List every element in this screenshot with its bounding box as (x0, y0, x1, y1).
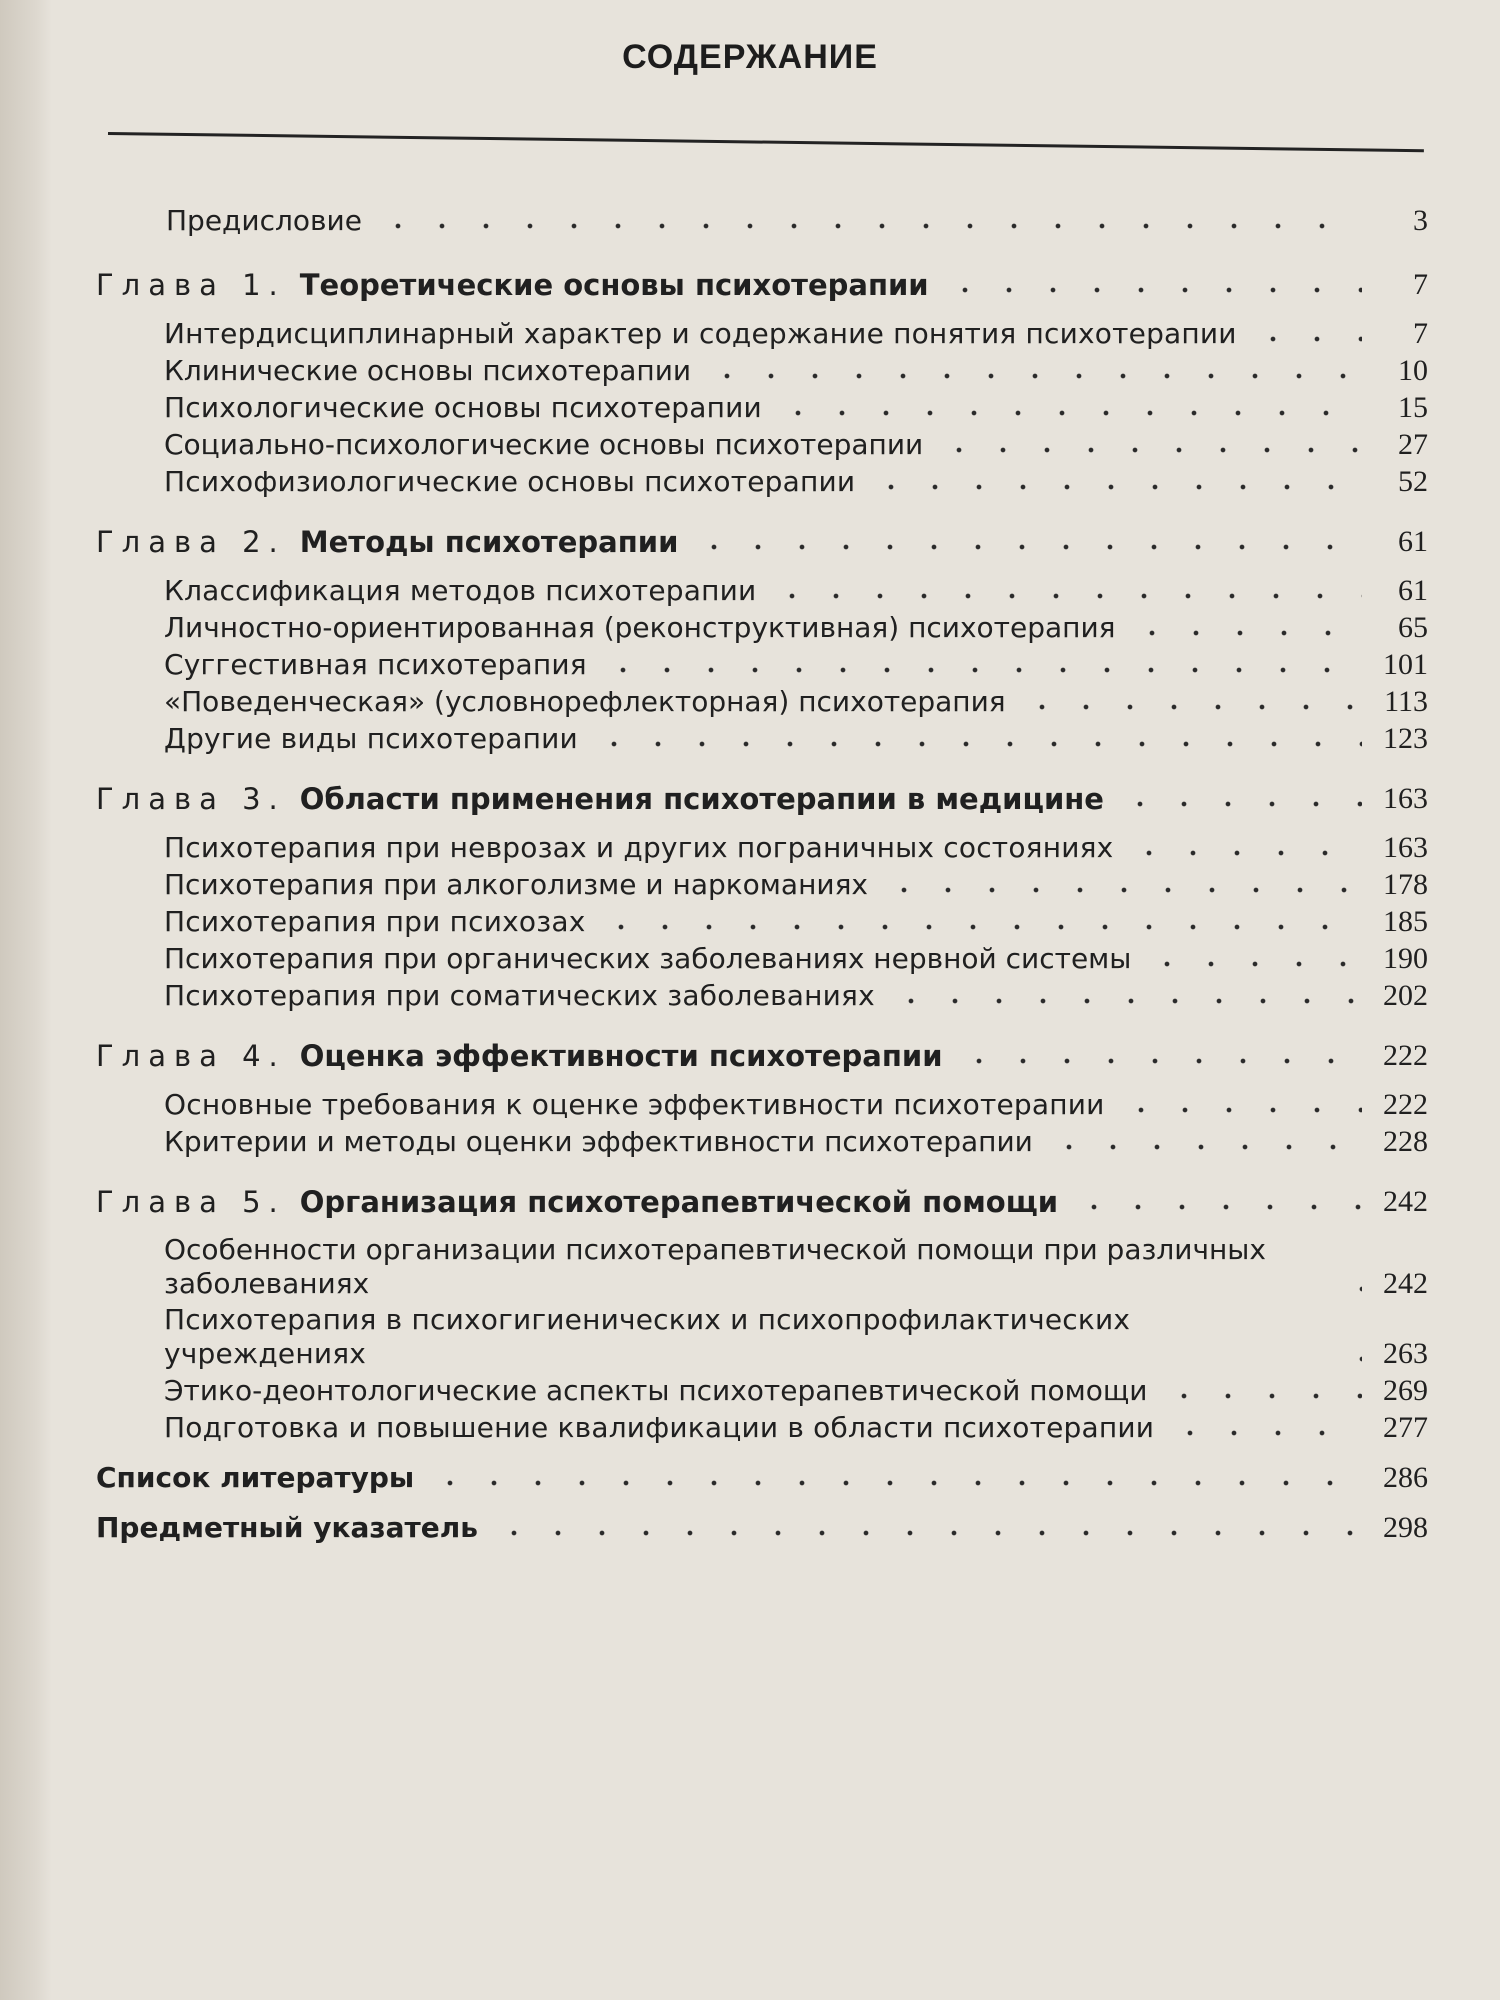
chapter-number: Глава 4. (96, 1039, 286, 1073)
toc-section[interactable] (96, 1124, 1428, 1159)
toc-entry-label: Личностно-ориентированная (реконструктивная) психотерапия (164, 611, 1116, 644)
dot-leader (1130, 611, 1363, 639)
dot-leader (882, 868, 1362, 896)
binding-shadow (0, 0, 52, 2000)
dot-leader (937, 428, 1362, 456)
toc-page-number: 263 (1383, 1337, 1428, 1370)
toc-page-number: 269 (1383, 1374, 1428, 1407)
toc-page-number: 228 (1383, 1125, 1428, 1158)
toc-entry-label: Интердисциплинарный характер и содержание понятия психотерапии (164, 317, 1237, 350)
dot-leader (1020, 685, 1362, 713)
dot-leader (1118, 782, 1362, 810)
toc-section[interactable] (96, 573, 1428, 608)
toc-entry-label: Психофизиологические основы психотерапии (164, 465, 856, 498)
toc-page-number: 61 (1398, 574, 1428, 607)
toc-section[interactable] (96, 1087, 1428, 1122)
chapter-heading (96, 525, 678, 559)
toc-entry-label: Клинические основы психотерапии (164, 354, 692, 387)
toc-entry-label: Критерии и методы оценки эффективности психотерапии (164, 1125, 1033, 1158)
toc-page-number: 163 (1383, 831, 1428, 864)
dot-leader (1251, 317, 1362, 345)
chapter-number: Глава 5. (96, 1185, 286, 1219)
dot-leader (376, 204, 1362, 232)
dot-leader (1145, 942, 1362, 970)
dot-leader (599, 905, 1362, 933)
toc-section[interactable] (96, 353, 1428, 388)
chapter-heading (96, 268, 929, 302)
toc-page-number: 242 (1383, 1185, 1428, 1218)
toc-page-number: 286 (1383, 1461, 1428, 1494)
toc-entry-label: Суггестивная психотерапия (164, 648, 587, 681)
toc-entry-label: «Поведенческая» (условнорефлекторная) психотерапия (164, 685, 1006, 718)
toc-page-number: 277 (1383, 1411, 1428, 1444)
dot-leader (1340, 1337, 1362, 1365)
toc-page-number: 15 (1398, 391, 1428, 424)
toc-entry-label: Классификация методов психотерапии (164, 574, 757, 607)
dot-leader (692, 525, 1362, 553)
dot-leader (492, 1511, 1362, 1539)
toc-page-number: 185 (1383, 905, 1428, 938)
dot-leader (601, 648, 1362, 676)
toc-entry-label: Особенности организации психотерапевтической помощи при различных заболеваниях (164, 1233, 1266, 1300)
toc-entry-label: Психотерапия при соматических заболеваниях (164, 979, 875, 1012)
toc-page-number: 178 (1383, 868, 1428, 901)
toc-page-number: 222 (1383, 1039, 1428, 1072)
title-divider (108, 132, 1424, 152)
toc-entry-label: Подготовка и повышение квалификации в области психотерапии (164, 1411, 1155, 1444)
toc-entry-label: Психотерапия при алкоголизме и наркоманиях (164, 868, 868, 901)
toc-chapter-4[interactable] (96, 1031, 1428, 1073)
dot-leader (957, 1039, 1362, 1067)
page-title: СОДЕРЖАНИЕ (622, 38, 878, 76)
toc-section[interactable] (96, 867, 1428, 902)
dot-leader (770, 574, 1362, 602)
chapter-number: Глава 3. (96, 782, 286, 816)
toc-chapter-2[interactable] (96, 517, 1428, 559)
toc-entry-label: Этико-деонтологические аспекты психотерапевтической помощи (164, 1374, 1148, 1407)
toc-chapter-1[interactable] (96, 260, 1428, 302)
chapter-heading (96, 782, 1104, 816)
toc-entry-label: Список литературы (96, 1461, 415, 1494)
toc-subject-index[interactable] (96, 1505, 1428, 1545)
toc-section[interactable] (96, 1233, 1428, 1301)
chapter-heading (96, 1039, 943, 1073)
toc-entry-label: Предметный указатель (96, 1511, 478, 1544)
dot-leader (1119, 1088, 1362, 1116)
toc-entry-label: Социально-психологические основы психотерапии (164, 428, 924, 461)
toc-section[interactable] (96, 1410, 1428, 1445)
chapter-number: Глава 1. (96, 268, 286, 302)
chapter-number: Глава 2. (96, 525, 286, 559)
toc-page-number: 27 (1398, 428, 1428, 461)
toc-section[interactable] (96, 647, 1428, 682)
toc-section[interactable] (96, 684, 1428, 719)
table-of-contents (96, 198, 1428, 1545)
toc-page-number: 202 (1383, 979, 1428, 1012)
toc-page-number: 190 (1383, 942, 1428, 975)
toc-entry-label: Основные требования к оценке эффективности психотерапии (164, 1088, 1105, 1121)
dot-leader (1340, 1267, 1362, 1295)
toc-page-number: 163 (1383, 782, 1428, 815)
toc-entry-preface[interactable] (96, 198, 1428, 238)
toc-entry-label: Психологические основы психотерапии (164, 391, 762, 424)
dot-leader (869, 465, 1362, 493)
toc-page-number: 52 (1398, 465, 1428, 498)
toc-section[interactable] (96, 316, 1428, 351)
dot-leader (943, 268, 1362, 296)
toc-page-number: 3 (1413, 204, 1428, 237)
toc-entry-label: Психотерапия при психозах (164, 905, 586, 938)
dot-leader (1168, 1411, 1362, 1439)
toc-page-number: 298 (1383, 1511, 1428, 1544)
chapter-title: Оценка эффективности психотерапии (299, 1039, 943, 1073)
toc-page-number: 101 (1383, 648, 1428, 681)
toc-chapter-5[interactable] (96, 1177, 1428, 1219)
toc-section[interactable] (96, 721, 1428, 756)
toc-page-number: 7 (1413, 268, 1428, 301)
chapter-title: Теоретические основы психотерапии (299, 268, 929, 302)
toc-page-number: 10 (1398, 354, 1428, 387)
dot-leader (592, 722, 1362, 750)
toc-page-number: 61 (1398, 525, 1428, 558)
toc-page-number: 242 (1383, 1267, 1428, 1300)
toc-section[interactable] (96, 830, 1428, 865)
chapter-title: Методы психотерапии (299, 525, 679, 559)
toc-page-number: 65 (1398, 611, 1428, 644)
toc-entry-label: Психотерапия в психогигиенических и психопрофилактических учреждениях (164, 1303, 1131, 1370)
toc-chapter-3[interactable] (96, 774, 1428, 816)
toc-page-number: 113 (1384, 685, 1428, 718)
toc-section[interactable] (96, 1373, 1428, 1408)
toc-section[interactable] (96, 904, 1428, 939)
chapter-title: Организация психотерапевтической помощи (299, 1185, 1059, 1219)
toc-section[interactable] (96, 464, 1428, 499)
toc-entry-label: Психотерапия при органических заболеваниях нервной системы (164, 942, 1132, 975)
toc-entry-label: Другие виды психотерапии (164, 722, 578, 755)
toc-bibliography[interactable] (96, 1455, 1428, 1495)
toc-page-number: 123 (1383, 722, 1428, 755)
toc-section[interactable] (96, 390, 1428, 425)
toc-section[interactable] (96, 1303, 1428, 1371)
dot-leader (428, 1461, 1362, 1489)
dot-leader (776, 391, 1362, 419)
toc-entry-label: Психотерапия при неврозах и других пограничных состояниях (164, 831, 1114, 864)
chapter-heading (96, 1185, 1058, 1219)
dot-leader (705, 354, 1362, 382)
toc-section[interactable] (96, 610, 1428, 645)
dot-leader (1047, 1125, 1362, 1153)
dot-leader (1072, 1185, 1362, 1213)
toc-section[interactable] (96, 941, 1428, 976)
dot-leader (889, 979, 1362, 1007)
toc-section[interactable] (96, 978, 1428, 1013)
toc-page-number: 7 (1413, 317, 1428, 350)
dot-leader (1127, 831, 1362, 859)
chapter-title: Области применения психотерапии в медицине (299, 782, 1104, 816)
toc-page-number: 222 (1383, 1088, 1428, 1121)
toc-section[interactable] (96, 427, 1428, 462)
dot-leader (1162, 1374, 1363, 1402)
toc-entry-label: Предисловие (166, 204, 362, 237)
